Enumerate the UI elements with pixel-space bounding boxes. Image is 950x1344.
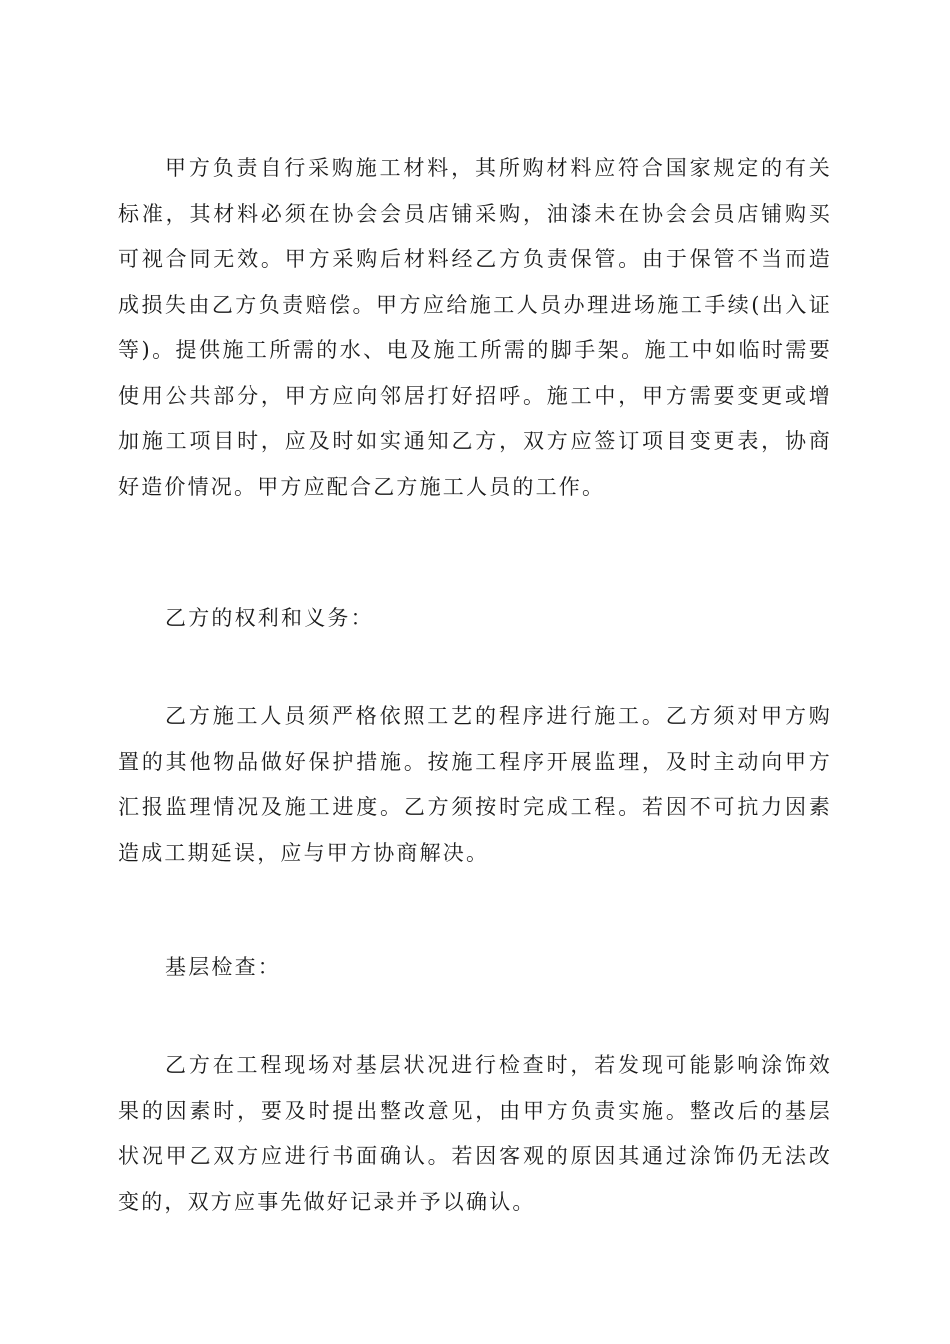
paragraph-party-a-materials <box>118 146 832 510</box>
heading-text: 基层检查： <box>165 955 281 979</box>
section-heading-party-b-rights <box>118 596 832 641</box>
paragraph-text: 乙方在工程现场对基层状况进行检查时，若发现可能影响涂饰效果的因素时，要及时提出整改意见，由甲方负责实施。整改后的基层状况甲乙双方应进行书面确认。若因客观的原因其通过涂饰仍无法改变的，双方应事先做好记录并予以确认。 <box>118 1053 832 1214</box>
paragraph-text: 乙方施工人员须严格依照工艺的程序进行施工。乙方须对甲方购置的其他物品做好保护措施。按施工程序开展监理，及时主动向甲方汇报监理情况及施工进度。乙方须按时完成工程。若因不可抗力因素造成工期延误，应与甲方协商解决。 <box>118 704 832 865</box>
heading-text: 乙方的权利和义务： <box>165 606 374 630</box>
paragraph-party-b-duties <box>118 694 832 876</box>
paragraph-text: 甲方负责自行采购施工材料，其所购材料应符合国家规定的有关标准，其材料必须在协会会员店铺采购，油漆未在协会会员店铺购买可视合同无效。甲方采购后材料经乙方负责保管。由于保管不当而造成损失由乙方负责赔偿。甲方应给施工人员办理进场施工手续(出入证等)。提供施工所需的水、电及施工所需的脚手架。施工中如临时需要使用公共部分，甲方应向邻居打好招呼。施工中，甲方需要变更或增加施工项目时，应及时如实通知乙方，双方应签订项目变更表，协商好造价情况。甲方应配合乙方施工人员的工作。 <box>118 156 832 499</box>
section-heading-base-inspection <box>118 945 832 990</box>
paragraph-base-inspection <box>118 1043 832 1225</box>
